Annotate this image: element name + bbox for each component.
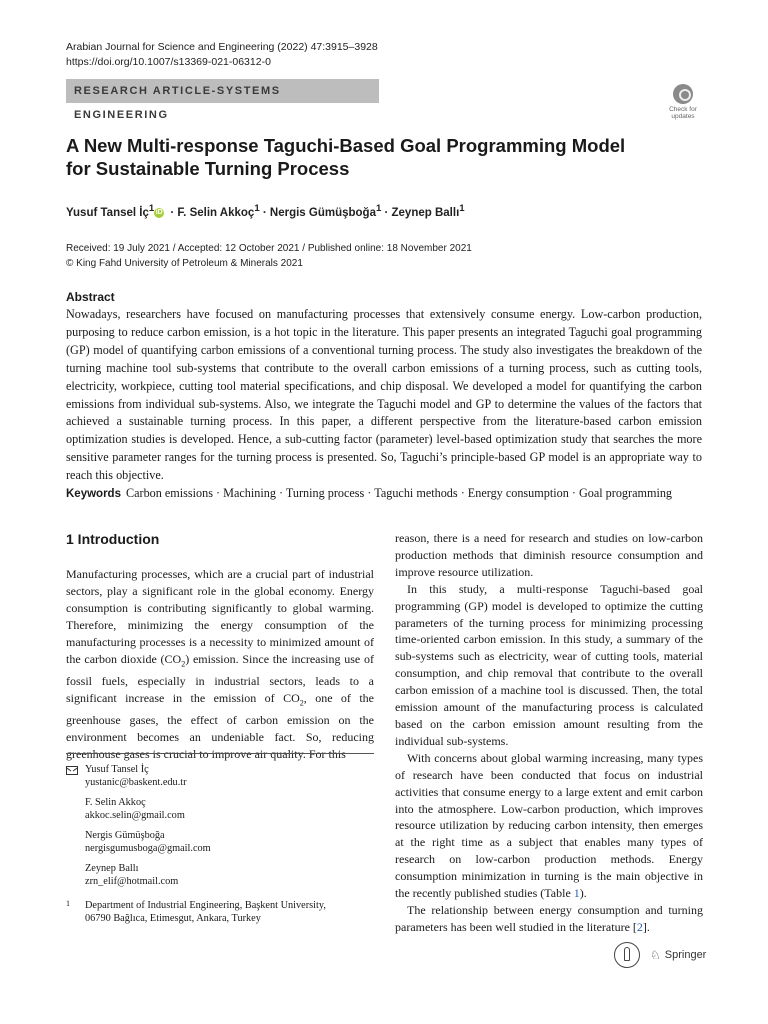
doi-link[interactable]: https://doi.org/10.1007/s13369-021-06312-0 bbox=[66, 56, 271, 68]
intro-p1-part-c: , one of the greenhouse gases, the effect of carbon emission on the environment becomes an undeniable fact. So, reducing bbox=[66, 690, 375, 744]
intro-p5-part-a: The relationship between energy consumption and turning parameters has been well studied in the literature [ bbox=[395, 902, 703, 934]
contact-name: Zeynep Ballı bbox=[85, 863, 139, 874]
contact-list bbox=[66, 764, 374, 896]
section-heading-introduction: 1 Introduction bbox=[66, 531, 160, 547]
springer-logo-icon bbox=[614, 942, 640, 968]
article-title bbox=[66, 134, 666, 180]
affiliation-line-2: 06790 Bağlıca, Etimesgut, Ankara, Turkey bbox=[85, 912, 261, 924]
contact-email[interactable]: nergisgumusboga@gmail.com bbox=[85, 842, 211, 854]
intro-paragraph-5 bbox=[395, 902, 703, 936]
author-4-affil: 1 bbox=[459, 203, 465, 214]
author-3-affil: 1 bbox=[375, 203, 382, 214]
contact-email[interactable]: yustanic@baskent.edu.tr bbox=[85, 776, 187, 788]
left-column bbox=[66, 566, 374, 763]
author-1[interactable]: Yusuf Tansel İç bbox=[66, 206, 149, 219]
footnote-divider bbox=[66, 753, 374, 754]
orcid-icon[interactable]: iD bbox=[155, 208, 163, 216]
contact-entry bbox=[66, 764, 374, 789]
affiliation-line-1: Department of Industrial Engineering, Başkent University, bbox=[85, 900, 326, 911]
intro-p4-part-b: ). bbox=[579, 886, 587, 901]
contact-name: F. Selin Akkoç bbox=[85, 797, 146, 808]
springer-horse-icon: ♘ bbox=[650, 948, 661, 962]
citation-link[interactable]: 2 bbox=[636, 919, 643, 934]
intro-paragraph-2: reason, there is a need for research and studies on low-carbon production methods that diminish resource consumption and improve resource utilization. bbox=[395, 531, 703, 579]
check-for-updates-badge[interactable] bbox=[662, 84, 704, 124]
keywords-label: Keywords bbox=[66, 488, 121, 500]
table-reference-link[interactable]: 1 bbox=[573, 886, 580, 901]
contact-name: Nergis Gümüşboğa bbox=[85, 830, 165, 841]
envelope-icon bbox=[66, 766, 78, 775]
publisher-name: Springer bbox=[664, 949, 707, 961]
contact-email[interactable]: akkoc.selin@gmail.com bbox=[85, 809, 185, 821]
contact-entry bbox=[66, 863, 374, 888]
publication-dates bbox=[66, 241, 472, 271]
intro-p5-part-b: ]. bbox=[642, 919, 650, 934]
author-2-affil: 1 bbox=[254, 203, 260, 214]
affiliation-footnote bbox=[66, 900, 366, 925]
contact-email[interactable]: zrn_elif@hotmail.com bbox=[85, 875, 179, 887]
journal-header bbox=[66, 40, 378, 70]
badge-line-1: Check for bbox=[669, 106, 697, 113]
contact-entry bbox=[66, 797, 374, 822]
contact-name: Yusuf Tansel İç bbox=[85, 764, 149, 775]
affiliation-number: 1 bbox=[66, 899, 70, 908]
abstract-text: Nowadays, researchers have focused on manufacturing processes that extensively consume energy. Low-carbon production, purposing to reduce carbon emission, is a hot topic in the literature. This paper presents an integrated Taguchi goal programming (GP) model of quantifying carbon emissions of a conventional turning process. The study also investigates the breakdown of the turning machine tool sub-systems that contribute to the overall carbon emissions of a turning process, such as cutting tools, electricity, workpiece, cutting tool material specifications, and chip disposal. We developed a model for quantifying the carbon emissions from individual sub-systems. Also, we integrate the Taguchi model and GP to determine the values of the factors that achieved a sustainable turning process. In this paper, a different perspective from the literature-based carbon emission optimization studies is developed. Hence, a sub-cutting factor (parameter) level-based optimization study that searches the more sensitive parameter ranges for the turning process is presented. So, Taguchi’s principle-based GP model is an appropriate way to reach this objective. bbox=[66, 307, 702, 483]
badge-line-2: updates bbox=[671, 113, 695, 120]
title-line-2: for Sustainable Turning Process bbox=[66, 158, 350, 179]
dates-line: Received: 19 July 2021 / Accepted: 12 October 2021 / Published online: 18 November 2021 bbox=[66, 243, 472, 254]
intro-p1-part-b: ) emission. Since the increasing use of fossil fuels, especially in industrial sectors, leads to a significant increase in the emission of CO bbox=[66, 651, 374, 705]
author-1-affil: 1 bbox=[148, 203, 155, 214]
intro-paragraph-4 bbox=[395, 750, 703, 902]
author-3[interactable]: · Nergis Gümüşboğa bbox=[259, 206, 376, 219]
intro-paragraph-1 bbox=[66, 566, 374, 763]
author-4[interactable]: · Zeynep Ballı bbox=[381, 206, 460, 219]
title-line-1: A New Multi-response Taguchi-Based Goal Programming Model bbox=[66, 135, 626, 156]
author-list bbox=[66, 203, 465, 219]
right-column bbox=[395, 530, 703, 936]
contact-entry bbox=[66, 830, 374, 855]
intro-p1-part-a: Manufacturing processes, which are a crucial part of industrial sectors, play a significant role in the global economy. Energy consumption is contributing significantly to global warming. Therefore, minimizing the energy consumption of the manufacturing processes is a necessity to minimized amount of the carbon dioxide (CO bbox=[66, 567, 374, 666]
intro-p4-part-a: With concerns about global warming increasing, many types of research have been conducted that focus on industrial activities that consume energy to a large extent and emit carbon into the atmosphere. Low-carbon production, which improves resource utilization by reducing carbon intensity, then emerges at the right time as a subject that enables many types of research on low-carbon production methods. Energy consumption minimization in turning is the main objective in the recently published studies (Table bbox=[395, 750, 703, 901]
check-updates-icon bbox=[673, 84, 693, 104]
keywords-text: Carbon emissions · Machining · Turning process · Taguchi methods · Energy consumption · Goal programming bbox=[125, 486, 673, 500]
keywords bbox=[66, 485, 706, 502]
copyright-line: © King Fahd University of Petroleum & Minerals 2021 bbox=[66, 258, 303, 269]
co2-subscript: 2 bbox=[181, 658, 186, 668]
co2-subscript: 2 bbox=[299, 698, 304, 708]
author-2[interactable]: · F. Selin Akkoç bbox=[167, 206, 255, 219]
abstract-heading: Abstract bbox=[66, 290, 115, 304]
article-category-banner: RESEARCH ARTICLE-SYSTEMS ENGINEERING bbox=[66, 79, 379, 103]
intro-paragraph-3: In this study, a multi-response Taguchi-based goal programming (GP) model is developed to optimize the cutting parameters of the turning process for minimizing processing time-oriented carbon emission. In this study, a summary of the sub-systems such as electricity, wear of cutting tools, material consumption, and chip removal that contribute to the overall carbon emission of a machine tool is discussed. Then, the total emission amount of the manufacturing process is calculated based on the carbon emission amount resulting from the individual sub-systems. bbox=[395, 581, 703, 748]
journal-citation: Arabian Journal for Science and Engineering (2022) 47:3915–3928 bbox=[66, 41, 378, 53]
publisher-footer bbox=[614, 942, 706, 968]
